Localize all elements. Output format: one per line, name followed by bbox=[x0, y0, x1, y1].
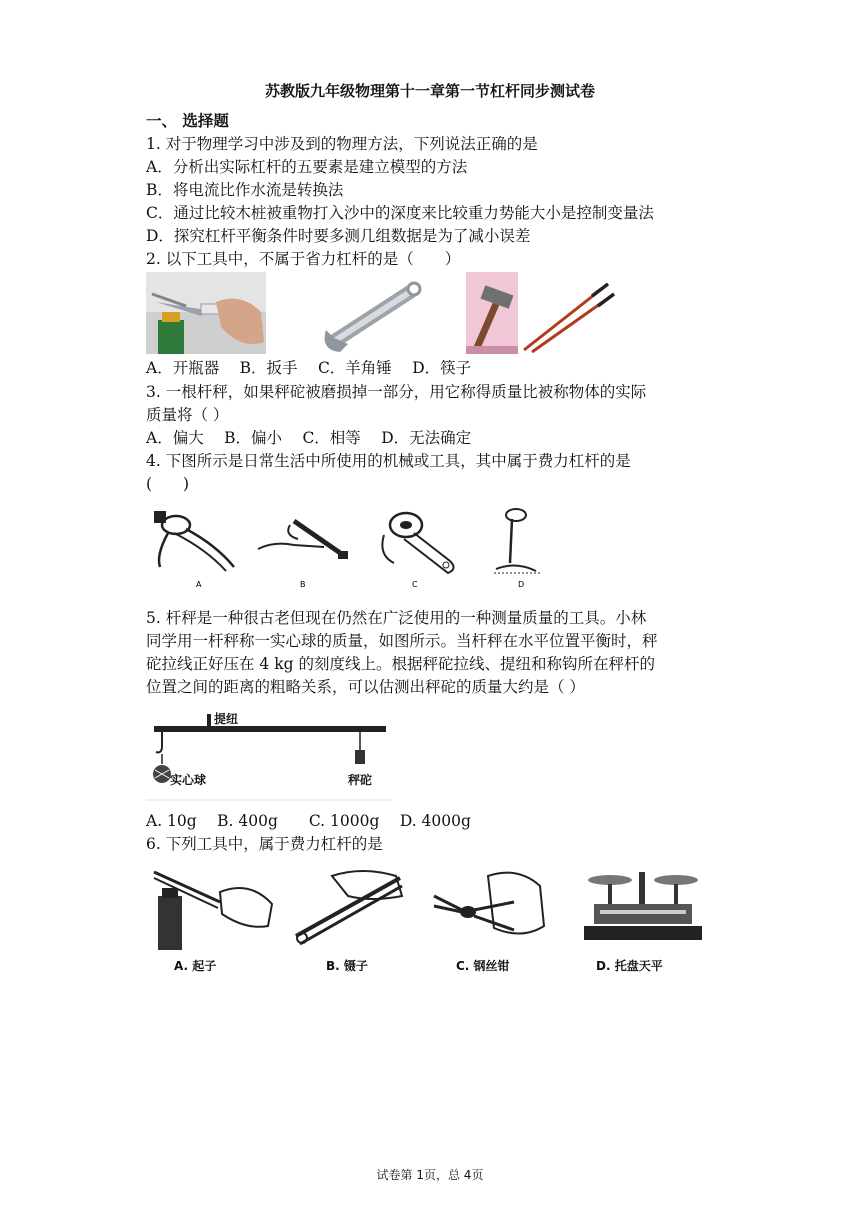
wrench-photo bbox=[318, 272, 436, 354]
q6-caption-b: B. 镊子 bbox=[326, 959, 368, 973]
q2-stem: 2. 以下工具中，不属于省力杠杆的是（ ） bbox=[146, 250, 461, 268]
q4-label-a: A bbox=[196, 580, 202, 589]
q4-stem-line1: 4. 下图所示是日常生活中所使用的机械或工具，其中属于费力杠杆的是 bbox=[146, 452, 631, 470]
page-footer: 试卷第 1页，总 4页 bbox=[376, 1168, 484, 1182]
q4-figure-c-bottle-opener bbox=[374, 505, 474, 590]
page-title: 苏教版九年级物理第十一章第一节杠杆同步测试卷 bbox=[264, 82, 595, 100]
steelyard-figure bbox=[146, 706, 392, 806]
q2-options: A．开瓶器 B．扳手 C．羊角锤 D．筷子 bbox=[146, 359, 472, 377]
q1-option-b: B．将电流比作水流是转换法 bbox=[146, 181, 344, 199]
q5-line4: 位置之间的距离的粗略关系，可以估测出秤砣的质量大约是（ ） bbox=[146, 678, 585, 696]
q4-stem-line2: ( ) bbox=[146, 475, 190, 493]
q1-option-d: D．探究杠杆平衡条件时要多测几组数据是为了减小误差 bbox=[146, 227, 531, 245]
q6-caption-a: A. 起子 bbox=[174, 959, 217, 973]
steelyard-weight-label: 秤砣 bbox=[348, 773, 373, 787]
q4-figure-a-tongs bbox=[146, 505, 246, 590]
q6-figure-b-tweezers bbox=[292, 866, 408, 950]
bottle-opener-photo bbox=[146, 272, 266, 354]
q3-stem-line2: 质量将（ ） bbox=[146, 406, 229, 424]
chopsticks-photo bbox=[520, 272, 616, 354]
q6-figure-c-pliers bbox=[428, 866, 546, 950]
steelyard-knob-label: 提纽 bbox=[214, 712, 239, 726]
q5-line2: 同学用一杆秤称一实心球的质量，如图所示。当杆秤在水平位置平衡时，秤 bbox=[146, 632, 658, 650]
q6-figure-d-balance bbox=[580, 866, 706, 950]
q4-label-d: D bbox=[518, 580, 525, 589]
q5-line3: 砣拉线正好压在 4 kg 的刻度线上。根据秤砣拉线、提纽和称钩所在秤杆的 bbox=[146, 655, 655, 673]
claw-hammer-photo bbox=[466, 272, 518, 354]
section-heading: 一、 选择题 bbox=[146, 112, 229, 130]
q3-stem-line1: 3. 一根杆秤，如果秤砣被磨损掉一部分，用它称得质量比被称物体的实际 bbox=[146, 383, 647, 401]
q6-figure-a-opener bbox=[150, 866, 278, 950]
q4-figure-d-handle bbox=[490, 505, 550, 590]
steelyard-ball-label: 实心球 bbox=[170, 773, 207, 787]
q6-caption-d: D. 托盘天平 bbox=[596, 959, 663, 973]
q4-figure-b-stapler bbox=[254, 505, 354, 590]
q4-label-c: C bbox=[412, 580, 418, 589]
q1-option-a: A．分析出实际杠杆的五要素是建立模型的方法 bbox=[146, 158, 468, 176]
q4-label-b: B bbox=[300, 580, 306, 589]
q5-options: A. 10g B. 400g C. 1000g D. 4000g bbox=[146, 812, 471, 830]
q6-stem: 6. 下列工具中，属于费力杠杆的是 bbox=[146, 835, 383, 853]
q1-option-c: C．通过比较木桩被重物打入沙中的深度来比较重力势能大小是控制变量法 bbox=[146, 204, 654, 222]
q1-stem: 1. 对于物理学习中涉及到的物理方法，下列说法正确的是 bbox=[146, 135, 538, 153]
q3-options: A．偏大 B．偏小 C．相等 D．无法确定 bbox=[146, 429, 472, 447]
q6-caption-c: C. 钢丝钳 bbox=[456, 959, 510, 973]
q5-line1: 5. 杆秤是一种很古老但现在仍然在广泛使用的一种测量质量的工具。小林 bbox=[146, 609, 647, 627]
